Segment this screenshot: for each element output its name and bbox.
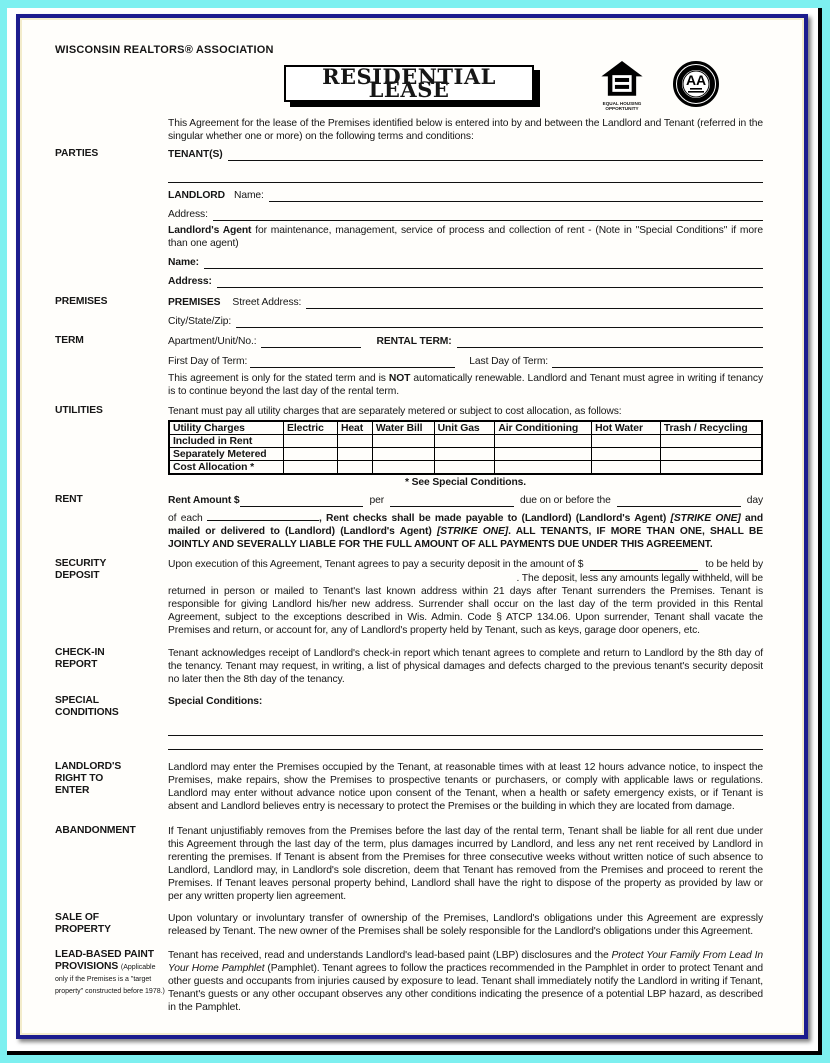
rental-term-label: RENTAL TERM: xyxy=(376,336,452,347)
lead-paint-pamphlet-title: Protect Your Family From Lead In Your Home Pamphlet xyxy=(168,950,763,974)
utility-cell[interactable] xyxy=(337,461,372,475)
agent-address-label: Address: xyxy=(168,276,212,287)
association-seal xyxy=(673,61,719,111)
landlord-address-row xyxy=(168,208,763,221)
security-amount-blank[interactable] xyxy=(590,559,698,571)
section-label-check-in xyxy=(55,647,168,686)
rent-day-label: day xyxy=(746,495,764,506)
utility-cell[interactable] xyxy=(495,461,592,475)
utility-cell[interactable] xyxy=(337,435,372,448)
tenants-blank-line-2[interactable] xyxy=(168,171,763,183)
svg-text:AA: AA xyxy=(685,72,707,88)
row-label-cost-allocation: Cost Allocation * xyxy=(169,461,284,475)
strike-one-2: [STRIKE ONE] xyxy=(436,526,509,537)
rent-caps-text: . ALL TENANTS, IF MORE THAN ONE, SHALL BE JOINTLY AND SEVERALLY LIABLE FOR THE FULL AMOUNT OF ALL PAYMENTS DUE UNDER THIS AGREEMENT. xyxy=(168,526,763,550)
lease-form-page xyxy=(16,14,808,1039)
section-label-utilities: UTILITIES xyxy=(55,405,103,416)
abandonment-body: If Tenant unjustifiably removes from the Premises before the last day of the rental term, Tenant shall be liable for all rent due under this Agreement through the last day of the term, plus damages incurred by Landlord, and less any net rent received by Landlord in rerenting the premises. If Tenant is absent from the Premises for three consecutive weeks without written notice of such absence to Landlord, Landlord may, in Landlord's sole discretion, deem that Tenant has removed from the Premises and proceed to rerent the Premises. If Tenant leaves personal property behind, Landlord shall have the right to dispose of the property as provided by law or per any written property lien agreement. xyxy=(168,826,763,902)
association-seal-icon xyxy=(673,61,719,107)
special-label-line2: CONDITIONS xyxy=(55,707,119,718)
logos xyxy=(597,61,719,111)
landlord-address-blank[interactable] xyxy=(213,209,763,221)
utilities-table xyxy=(168,420,763,475)
rent-paragraph xyxy=(168,509,763,551)
utility-cell[interactable] xyxy=(660,435,762,448)
section-label-sale-of-property xyxy=(55,912,168,938)
rent-amount-blank[interactable] xyxy=(240,495,364,507)
lead-label-line2 xyxy=(55,961,168,997)
security-label-line2: DEPOSIT xyxy=(55,570,100,581)
term-note xyxy=(168,372,763,398)
city-state-zip-row xyxy=(168,315,763,328)
rent-per-blank[interactable] xyxy=(390,495,514,507)
security-line1: Upon execution of this Agreement, Tenant agrees to pay a security deposit in the amount of $ xyxy=(168,559,584,570)
lead-label-line1: LEAD-BASED PAINT xyxy=(55,949,154,960)
col-trash-recycling: Trash / Recycling xyxy=(660,421,762,435)
agent-name-row xyxy=(168,256,763,269)
first-day-label: First Day of Term: xyxy=(168,356,248,367)
col-water-bill: Water Bill xyxy=(372,421,434,435)
equal-housing-caption-line1: EQUAL HOUSING xyxy=(602,101,642,106)
apartment-label: Apartment/Unit/No.: xyxy=(168,336,257,347)
lead-paint-body xyxy=(168,949,763,1014)
agent-address-row xyxy=(168,275,763,288)
rent-amount-row xyxy=(168,494,763,507)
utility-cell[interactable] xyxy=(660,448,762,461)
utility-cell[interactable] xyxy=(592,448,661,461)
row-label-metered: Separately Metered xyxy=(169,448,284,461)
rent-per-label: per xyxy=(369,495,385,506)
rent-mailed-text: and mailed or delivered to (Landlord) (Landlord's Agent) xyxy=(168,513,764,537)
term-note-pre: This agreement is only for the stated term and is xyxy=(168,373,386,384)
row-included-in-rent xyxy=(169,435,762,448)
agent-address-blank[interactable] xyxy=(217,276,763,288)
utility-cell[interactable] xyxy=(284,448,338,461)
utility-cell[interactable] xyxy=(284,461,338,475)
enter-label-line1: LANDLORD'S xyxy=(55,761,122,772)
utility-cell[interactable] xyxy=(434,448,495,461)
paper-sheet xyxy=(7,8,822,1055)
utility-cell[interactable] xyxy=(495,448,592,461)
premises-street-row xyxy=(168,296,763,309)
security-body: returned in person or mailed to Tenant's last known address within 21 days after Tenant surrenders the Premises. Tenant is responsible for giving Landlord his/her new address. Surrender shall occur on the last day of the term provided in this Rental Agreement, subject to the exceptions described in Wis. Admin. Code § ATCP 134.06. Upon surrender, Tenant shall vacate the Premises and return, or account for, any of Landlord's property held by Tenant, such as keys, garage door openers, etc. xyxy=(168,586,763,636)
strike-one-1: [STRIKE ONE] xyxy=(670,513,741,524)
security-amount-row xyxy=(168,558,763,571)
title-row xyxy=(55,65,763,113)
utility-cell[interactable] xyxy=(337,448,372,461)
street-address-label: Street Address: xyxy=(232,297,302,308)
col-heat: Heat xyxy=(337,421,372,435)
security-label-line1: SECURITY xyxy=(55,558,107,569)
special-conditions-blank-1[interactable] xyxy=(168,734,763,736)
landlord-address-label: Address: xyxy=(168,209,208,220)
col-hot-water: Hot Water xyxy=(592,421,661,435)
apartment-row xyxy=(168,335,763,348)
section-label-term: TERM xyxy=(55,335,84,346)
sale-label-line2: PROPERTY xyxy=(55,924,111,935)
rent-checks-text: , Rent checks shall be made payable to (Landlord) (Landlord's Agent) xyxy=(318,513,667,524)
lead-label-applicability-note: (Applicable only if the Premises is a "target property" constructed before 1978.) xyxy=(55,964,165,995)
section-label-rent: RENT xyxy=(55,494,83,505)
agent-name-label: Name: xyxy=(168,257,199,268)
utility-cell[interactable] xyxy=(592,461,661,475)
tenants-row xyxy=(168,148,763,161)
utility-cell[interactable] xyxy=(495,435,592,448)
equal-housing-house-icon xyxy=(600,61,644,97)
landlord-name-blank[interactable] xyxy=(269,190,763,202)
col-electric: Electric xyxy=(284,421,338,435)
enter-label-line2: RIGHT TO xyxy=(55,773,104,784)
rent-due-label: due on or before the xyxy=(520,495,611,506)
section-label-security-deposit xyxy=(55,558,168,637)
section-label-special-conditions xyxy=(55,695,168,750)
rent-of-each: of each xyxy=(168,513,203,524)
landlord-label: LANDLORD xyxy=(168,190,225,201)
enter-label-line3: ENTER xyxy=(55,785,90,796)
utility-cell[interactable] xyxy=(592,435,661,448)
agent-name-blank[interactable] xyxy=(204,257,763,269)
special-conditions-blank-2[interactable] xyxy=(168,748,763,750)
agent-label: Landlord's Agent xyxy=(168,225,252,236)
col-unit-gas: Unit Gas xyxy=(434,421,495,435)
utility-cell[interactable] xyxy=(434,461,495,475)
section-label-abandonment: ABANDONMENT xyxy=(55,825,136,836)
equal-housing-caption-line2: OPPORTUNITY xyxy=(605,106,639,111)
checkin-label-line1: CHECK-IN xyxy=(55,647,105,658)
col-utility-charges: Utility Charges xyxy=(169,421,284,435)
rent-amount-label: Rent Amount $ xyxy=(168,495,240,506)
utilities-footnote: * See Special Conditions. xyxy=(404,477,527,488)
rent-of-each-blank[interactable] xyxy=(207,509,319,521)
tenants-blank-line[interactable] xyxy=(228,149,763,161)
association-name: WISCONSIN REALTORS® ASSOCIATION xyxy=(55,44,274,56)
row-label-included: Included in Rent xyxy=(169,435,284,448)
lead-paint-pre: Tenant has received, read and understands Landlord's lead-based paint (LBP) disclosures and the xyxy=(168,950,609,961)
utility-cell[interactable] xyxy=(660,461,762,475)
term-dates-row xyxy=(168,355,763,368)
landlord-name-label: Name: xyxy=(233,190,264,201)
section-label-lead-paint xyxy=(55,949,168,1014)
tenants-label: TENANT(S) xyxy=(168,149,223,160)
utility-cell[interactable] xyxy=(284,435,338,448)
security-line2: . The deposit, less any amounts legally withheld, will be xyxy=(516,573,763,584)
checkin-label-line2: REPORT xyxy=(55,659,98,670)
utilities-header-row xyxy=(169,421,762,435)
equal-housing-logo xyxy=(597,61,647,111)
section-label-premises: PREMISES xyxy=(55,296,108,307)
term-note-post: automatically renewable. Landlord and Tenant must agree in writing if tenancy is to continue beyond the last day of the rental term. xyxy=(168,373,763,397)
row-separately-metered xyxy=(169,448,762,461)
last-day-blank[interactable] xyxy=(552,356,763,368)
sale-label-line1: SALE OF xyxy=(55,912,99,923)
agent-paragraph xyxy=(168,224,763,250)
landlord-row xyxy=(168,189,763,202)
col-air-conditioning: Air Conditioning xyxy=(495,421,592,435)
premises-heading: PREMISES xyxy=(168,297,221,308)
first-day-blank[interactable] xyxy=(250,356,455,368)
city-state-zip-label: City/State/Zip: xyxy=(168,316,232,327)
lead-label-provisions: PROVISIONS xyxy=(55,961,119,972)
row-cost-allocation xyxy=(169,461,762,475)
form-title: RESIDENTIAL LEASE xyxy=(284,65,534,102)
utility-cell[interactable] xyxy=(372,448,434,461)
street-address-blank[interactable] xyxy=(306,297,763,309)
security-held-by: to be held by xyxy=(705,559,763,570)
intro-paragraph: This Agreement for the lease of the Premises identified below is entered into by and between the Landlord and Tenant (referred in the singular whether one or more) on the following terms and conditions: xyxy=(168,118,763,142)
sale-of-property-body: Upon voluntary or involuntary transfer of ownership of the Premises, Landlord's obligations under this Agreement are expressly released by Tenant. The new owner of the Premises shall be solely responsible for the Landlord's obligations under this Agreement. xyxy=(168,913,763,937)
special-label-line1: SPECIAL xyxy=(55,695,99,706)
section-label-parties: PARTIES xyxy=(55,148,99,159)
rental-term-blank[interactable] xyxy=(457,336,763,348)
utility-cell[interactable] xyxy=(372,461,434,475)
agent-text: for maintenance, management, service of process and collection of rent - (Note in "Special Conditions" if more than one agent) xyxy=(168,225,763,249)
section-label-right-to-enter xyxy=(55,761,168,813)
utility-cell[interactable] xyxy=(372,435,434,448)
checkin-body: Tenant acknowledges receipt of Landlord's check-in report which tenant agrees to complete and return to Landlord by the 8th day of the tenancy. Tenant may request, in writing, a list of physical damages and defects charged to the previous tenant's security deposit no later then the 8th day of the tenancy. xyxy=(168,648,763,685)
utility-cell[interactable] xyxy=(434,435,495,448)
apartment-blank[interactable] xyxy=(261,336,361,348)
special-conditions-heading: Special Conditions: xyxy=(168,696,263,707)
utilities-intro: Tenant must pay all utility charges that are separately metered or subject to cost allocation, as follows: xyxy=(168,406,622,417)
term-note-not: NOT xyxy=(388,373,411,384)
lead-paint-post: (Pamphlet). Tenant agrees to follow the practices recommended in the Pamphlet in order to protect Tenant and other guests and occupants from injuries caused by exposure to lead. Tenant shall immediately notify the Landlord in writing if Tenant, Tenant's guests or any other occupant observes any other conditions indicating the presence of a potential LBP hazard, as described in the Pamphlet. xyxy=(168,963,763,1013)
right-to-enter-body: Landlord may enter the Premises occupied by the Tenant, at reasonable times with at least 12 hours advance notice, to inspect the Premises, make repairs, show the Premises to prospective tenants or purchasers, or comply with applicable laws or regulations. Landlord may enter without advance notice upon consent of the Tenant, when a health or safety emergency exists, or if Tenant is absent and Landlord believes entry is necessary to protect the Premises or the building in which they are located from damage. xyxy=(168,762,763,812)
tenants-row-2 xyxy=(168,171,763,183)
last-day-label: Last Day of Term: xyxy=(469,356,549,367)
rent-due-blank[interactable] xyxy=(617,495,741,507)
city-state-zip-blank[interactable] xyxy=(236,316,763,328)
